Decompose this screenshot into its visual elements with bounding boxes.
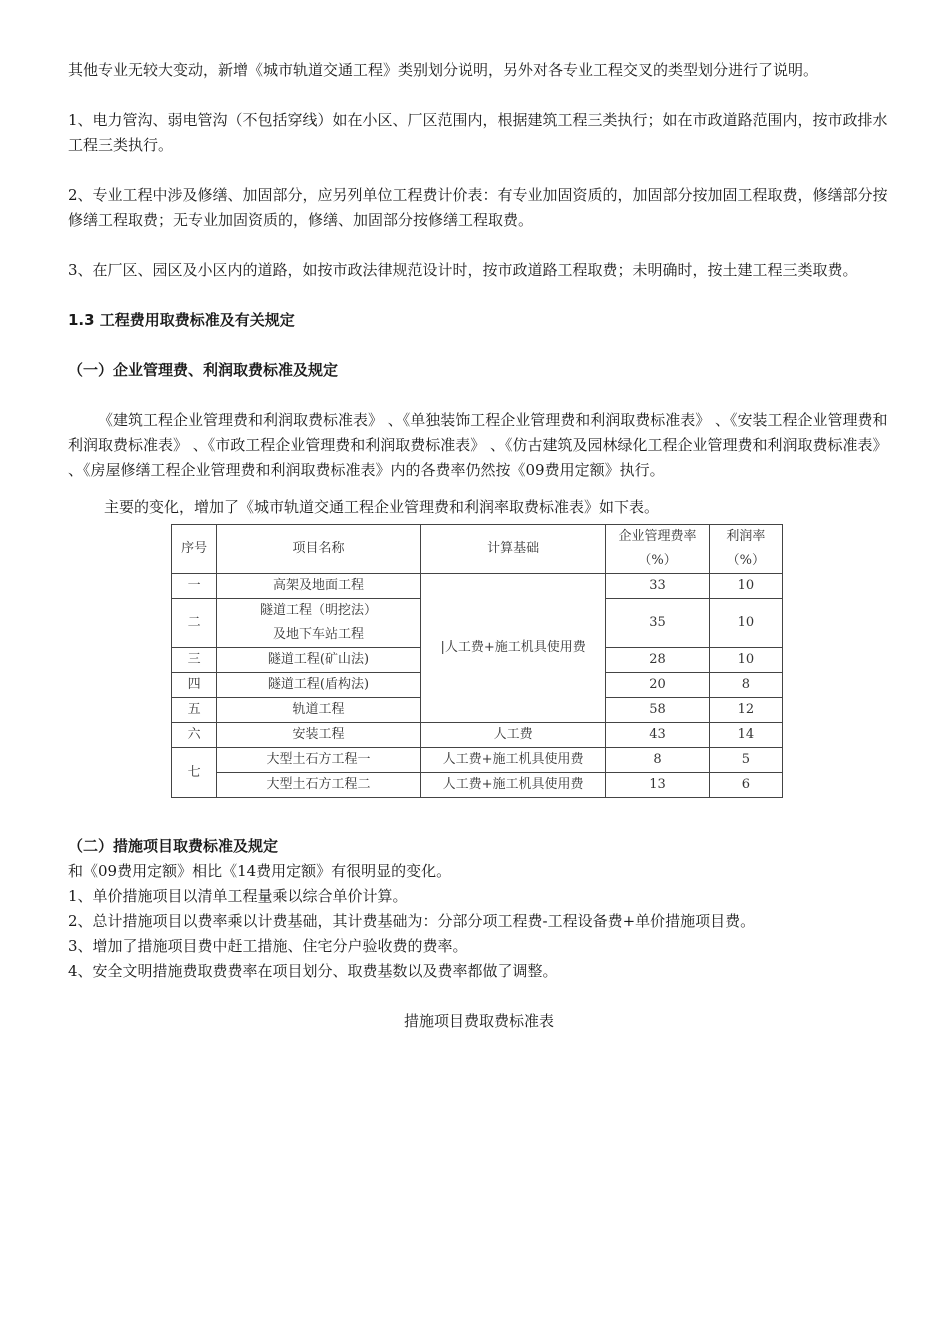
cell-mgmt: 28 (606, 648, 709, 673)
section-2 (68, 834, 890, 1034)
item-2-paragraph: 2、专业工程中涉及修缮、加固部分，应另列单位工程费计价表：有专业加固资质的，加固部分按加固工程取费，修缮部分按修缮工程取费；无专业加固资质的，修缮、加固部分按修缮工程取费。 (68, 186, 888, 229)
table-intro-paragraph: 主要的变化，增加了《城市轨道交通工程企业管理费和利润率取费标准表》如下表。 (104, 498, 660, 516)
document-page (68, 58, 890, 1034)
cell-profit: 8 (709, 673, 782, 698)
header-mgmt-rate-line2: （%） (638, 553, 677, 568)
cell-mgmt: 8 (606, 748, 709, 773)
section-2-line: 3、增加了措施项目费中赶工措施、住宅分户验收费的费率。 (68, 937, 468, 955)
cell-name: 隧道工程(盾构法) (217, 673, 421, 698)
cell-no: 一 (172, 574, 217, 599)
rail-transit-fee-table (171, 524, 783, 798)
cell-name: 高架及地面工程 (217, 574, 421, 599)
header-name: 项目名称 (217, 525, 421, 574)
cell-no: 五 (172, 698, 217, 723)
cell-name (217, 599, 421, 648)
table-row (172, 723, 783, 748)
cell-name-line2: 及地下车站工程 (272, 627, 364, 642)
table-header-row (172, 525, 783, 574)
header-profit-rate (709, 525, 782, 574)
section-2-line: 和《09费用定额》相比《14费用定额》有很明显的变化。 (68, 862, 452, 880)
table-row (172, 748, 783, 773)
cell-no: 七 (172, 748, 217, 798)
intro-paragraph: 其他专业无较大变动，新增《城市轨道交通工程》类别划分说明，另外对各专业工程交叉的类型划分进行了说明。 (68, 61, 819, 79)
cell-no: 二 (172, 599, 217, 648)
measures-table-caption: 措施项目费取费标准表 (403, 1012, 554, 1030)
cell-name: 安装工程 (217, 723, 421, 748)
cell-profit: 14 (709, 723, 782, 748)
item-3-paragraph: 3、在厂区、园区及小区内的道路，如按市政法律规范设计时，按市政道路工程取费；未明确时，按土建工程三类取费。 (68, 261, 858, 279)
header-profit-rate-line2: （%） (726, 553, 766, 568)
cell-profit: 10 (709, 599, 782, 648)
cell-profit: 10 (709, 648, 782, 673)
cell-base: 人工费+施工机具使用费 (420, 748, 606, 773)
cell-mgmt: 33 (606, 574, 709, 599)
section-2-line: 4、安全文明措施费取费费率在项目划分、取费基数以及费率都做了调整。 (68, 962, 558, 980)
header-base: 计算基础 (420, 525, 606, 574)
cell-profit: 5 (709, 748, 782, 773)
cell-mgmt: 20 (606, 673, 709, 698)
table-row (172, 574, 783, 599)
cell-profit: 12 (709, 698, 782, 723)
subsection-2-heading: （二）措施项目取费标准及规定 (68, 837, 279, 855)
rates-paragraph: 《建筑工程企业管理费和利润取费标准表》 、《单独装饰工程企业管理费和利润取费标准表》 、《安装工程企业管理费和利润取费标准表》 、《市政工程企业管理费和利润取费标准表》 、《仿古建筑及园林绿化工程企业管理费和利润取费标准表》 、《房屋修缮工程企业管理费和利润取费标准表》内的各费率仍然按《09费用定额》执行。 (68, 411, 888, 479)
cell-mgmt: 58 (606, 698, 709, 723)
cell-base: 人工费+施工机具使用费 (420, 773, 606, 798)
cell-mgmt: 13 (606, 773, 709, 798)
header-mgmt-rate-line1: 企业管理费率 (618, 529, 697, 544)
cell-name-line1: 隧道工程（明挖法） (259, 603, 377, 618)
cell-no: 三 (172, 648, 217, 673)
header-no: 序号 (172, 525, 217, 574)
cell-base-merged: |人工费+施工机具使用费 (420, 574, 606, 723)
section-1-3-heading: 1.3 工程费用取费标准及有关规定 (68, 311, 295, 329)
subsection-1-heading: （一）企业管理费、利润取费标准及规定 (68, 361, 339, 379)
cell-profit: 6 (709, 773, 782, 798)
section-2-lines (68, 859, 890, 984)
cell-name: 隧道工程(矿山法) (217, 648, 421, 673)
cell-name: 轨道工程 (217, 698, 421, 723)
item-1-paragraph: 1、电力管沟、弱电管沟（不包括穿线）如在小区、厂区范围内，根据建筑工程三类执行；如在市政道路范围内，按市政排水工程三类执行。 (68, 111, 888, 154)
cell-profit: 10 (709, 574, 782, 599)
cell-mgmt: 43 (606, 723, 709, 748)
cell-base: 人工费 (420, 723, 606, 748)
cell-no: 四 (172, 673, 217, 698)
cell-name: 大型土石方工程二 (217, 773, 421, 798)
header-mgmt-rate (606, 525, 709, 574)
table-row (172, 773, 783, 798)
cell-mgmt: 35 (606, 599, 709, 648)
section-2-line: 2、总计措施项目以费率乘以计费基础，其计费基础为：分部分项工程费-工程设备费+单价措施项目费。 (68, 912, 756, 930)
header-profit-rate-line1: 利润率 (726, 529, 766, 544)
section-2-line: 1、单价措施项目以清单工程量乘以综合单价计算。 (68, 887, 408, 905)
cell-no: 六 (172, 723, 217, 748)
cell-name: 大型土石方工程一 (217, 748, 421, 773)
